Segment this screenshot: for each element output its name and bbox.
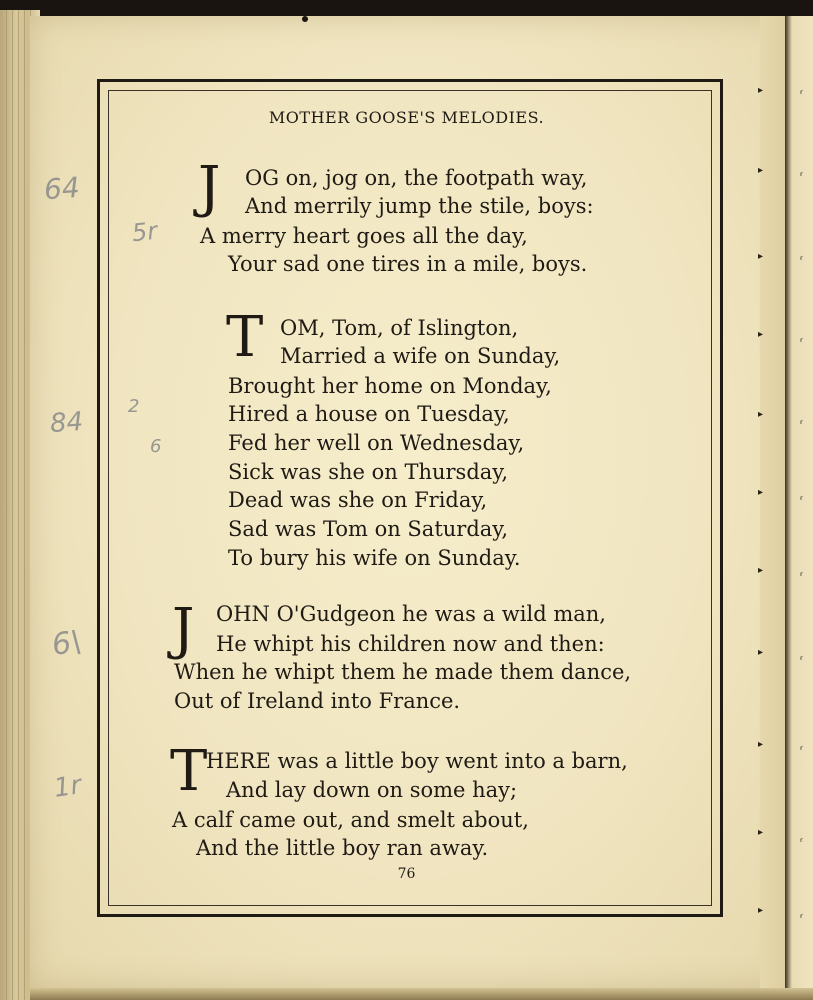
- edge-tick: ᵣ: [800, 250, 803, 263]
- pencil-note: 5r: [130, 216, 159, 248]
- next-page-edge: [785, 16, 813, 1000]
- verse-line: Sick was she on Thursday,: [228, 460, 509, 484]
- ink-dot: [302, 16, 308, 22]
- verse-line: OM, Tom, of Islington,: [280, 316, 519, 340]
- pencil-note: 6: [150, 436, 162, 457]
- edge-tick: ᵣ: [800, 740, 803, 753]
- verse-line: To bury his wife on Sunday.: [228, 546, 521, 570]
- verse-line: And merrily jump the stile, boys:: [245, 194, 594, 218]
- thumb-mark: ▸: [758, 905, 764, 916]
- edge-tick: ᵣ: [800, 832, 803, 845]
- verse-line: Fed her well on Wednesday,: [228, 431, 525, 455]
- edge-tick: ᵣ: [800, 566, 803, 579]
- thumb-mark: ▸: [758, 565, 764, 576]
- running-head: MOTHER GOOSE'S MELODIES.: [268, 108, 545, 127]
- drop-cap: J: [172, 597, 195, 662]
- verse-line: OHN O'Gudgeon he was a wild man,: [216, 602, 606, 626]
- verse-line: Hired a house on Tuesday,: [228, 402, 510, 426]
- verse-line: Married a wife on Sunday,: [280, 344, 561, 368]
- thumb-mark: ▸: [758, 251, 764, 262]
- drop-cap: T: [226, 305, 264, 370]
- page-bottom-edge: [30, 988, 813, 1000]
- verse-line: Out of Ireland into France.: [174, 689, 461, 713]
- edge-tick: ᵣ: [800, 490, 803, 503]
- thumb-mark: ▸: [758, 329, 764, 340]
- verse-line: A merry heart goes all the day,: [200, 224, 528, 248]
- edge-tick: ᵣ: [800, 84, 803, 97]
- edge-tick: ᵣ: [800, 908, 803, 921]
- pencil-note: 64: [42, 170, 81, 207]
- edge-tick: ᵣ: [800, 332, 803, 345]
- verse-line: Brought her home on Monday,: [228, 374, 552, 398]
- thumb-mark: ▸: [758, 739, 764, 750]
- verse-line: And the little boy ran away.: [196, 836, 489, 860]
- drop-cap: T: [170, 739, 208, 804]
- thumb-mark: ▸: [758, 827, 764, 838]
- verse-line: He whipt his children now and then:: [216, 632, 605, 656]
- edge-tick: ᵣ: [800, 650, 803, 663]
- verse-line: A calf came out, and smelt about,: [172, 808, 529, 832]
- drop-cap: J: [198, 155, 221, 220]
- edge-tick: ᵣ: [800, 414, 803, 427]
- thumb-mark: ▸: [758, 85, 764, 96]
- pencil-note: 84: [48, 406, 85, 440]
- thumb-mark: ▸: [758, 165, 764, 176]
- verse-line: And lay down on some hay;: [226, 778, 518, 802]
- verse-line: HERE was a little boy went into a barn,: [206, 749, 628, 773]
- verse-line: OG on, jog on, the footpath way,: [245, 166, 588, 190]
- thumb-mark: ▸: [758, 647, 764, 658]
- pencil-note: 2: [128, 396, 140, 417]
- verse-line: Dead was she on Friday,: [228, 488, 488, 512]
- edge-tick: ᵣ: [800, 166, 803, 179]
- verse-line: Your sad one tires in a mile, boys.: [228, 252, 588, 276]
- pencil-note: 1r: [52, 770, 84, 804]
- verse-line: Sad was Tom on Saturday,: [228, 517, 509, 541]
- page-number: 76: [397, 866, 416, 882]
- thumb-mark: ▸: [758, 487, 764, 498]
- thumb-mark: ▸: [758, 409, 764, 420]
- pencil-note: 6\: [49, 624, 84, 663]
- verse-line: When he whipt them he made them dance,: [174, 660, 632, 684]
